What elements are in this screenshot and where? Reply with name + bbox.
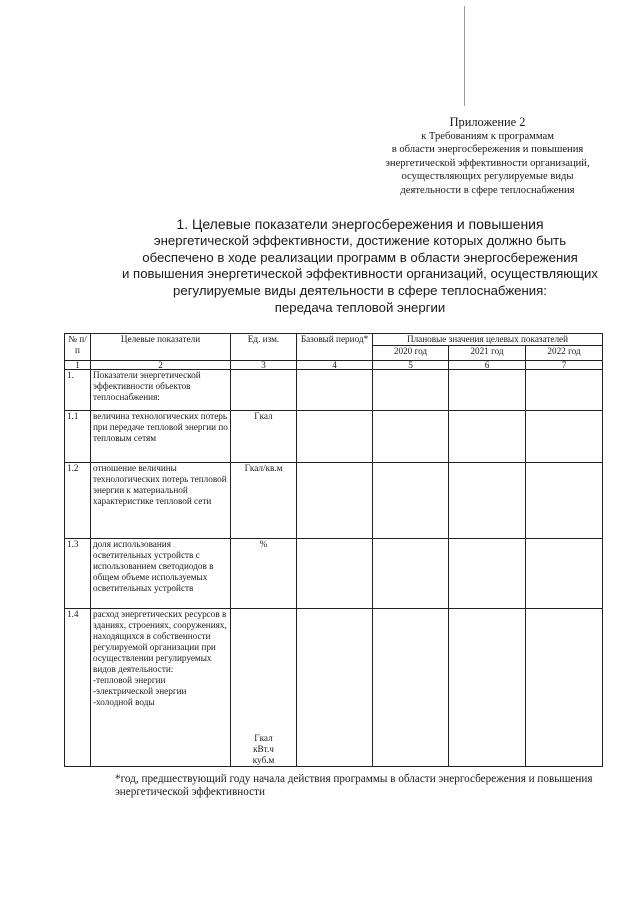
table-row xyxy=(65,463,603,539)
column-number: 6 xyxy=(449,361,526,370)
row-number: 1. xyxy=(65,370,91,411)
header-indicator: Целевые показатели xyxy=(91,334,231,361)
row-year-value xyxy=(449,539,526,609)
table-header-row xyxy=(65,334,603,346)
heading-line: и повышения энергетической эффективности организаций, осуществляющих xyxy=(122,266,598,282)
header-planned-values: Плановые значения целевых показателей xyxy=(373,334,603,346)
table-row xyxy=(65,539,603,609)
row-base-value xyxy=(297,411,373,463)
table-row xyxy=(65,411,603,463)
row-unit-value: Гкал xyxy=(254,733,273,743)
row-indicator: величина технологических потерь при передаче тепловой энергии по тепловым сетям xyxy=(91,411,231,463)
column-number: 2 xyxy=(91,361,231,370)
table-row xyxy=(65,609,603,767)
row-base-value xyxy=(297,539,373,609)
appendix-header xyxy=(345,115,630,197)
heading-line: энергетической эффективности, достижение которых должно быть xyxy=(153,232,567,248)
row-number: 1.3 xyxy=(65,539,91,609)
footnote: *год, предшествующий году начала действия программы в области энергосбережения и повышения энергетической эффективности xyxy=(115,773,593,798)
column-number: 1 xyxy=(65,361,91,370)
header-year: 2021 год xyxy=(449,346,526,361)
header-year: 2022 год xyxy=(526,346,603,361)
row-indicator xyxy=(91,609,231,767)
row-unit-value: кВт.ч xyxy=(253,744,274,754)
row-year-value xyxy=(373,370,449,411)
row-number: 1.2 xyxy=(65,463,91,539)
appendix-line: энергетической эффективности организаций, xyxy=(385,157,590,169)
scan-artifact-line xyxy=(464,6,465,106)
row-indicator-subitem: -тепловой энергии xyxy=(93,675,166,685)
row-year-value xyxy=(373,463,449,539)
row-indicator-subitem: -электрической энергии xyxy=(93,686,187,696)
row-number: 1.4 xyxy=(65,609,91,767)
row-indicator: отношение величины технологических потерь тепловой энергии к материальной характеристике тепловой сети xyxy=(91,463,231,539)
header-year: 2020 год xyxy=(373,346,449,361)
header-unit: Ед. изм. xyxy=(231,334,297,361)
column-number: 3 xyxy=(231,361,297,370)
row-indicator-subitem: -холодной воды xyxy=(93,697,155,707)
appendix-line: деятельности в сфере теплоснабжения xyxy=(400,184,575,196)
row-year-value xyxy=(373,539,449,609)
row-base-value xyxy=(297,609,373,767)
appendix-line: к Требованиям к программам xyxy=(421,131,554,142)
section-heading xyxy=(90,216,630,317)
row-year-value xyxy=(449,411,526,463)
column-number: 5 xyxy=(373,361,449,370)
row-year-value xyxy=(526,370,603,411)
indicators-table xyxy=(64,333,603,767)
row-unit: Гкал xyxy=(231,411,297,463)
row-indicator: доля использования осветительных устройств с использованием светодиодов в общем объеме используемых осветительных устройств xyxy=(91,539,231,609)
row-year-value xyxy=(526,539,603,609)
row-number: 1.1 xyxy=(65,411,91,463)
row-year-value xyxy=(373,411,449,463)
row-unit-value: куб.м xyxy=(252,755,275,765)
row-year-value xyxy=(526,609,603,767)
row-base-value xyxy=(297,370,373,411)
row-year-value xyxy=(449,609,526,767)
column-number: 7 xyxy=(526,361,603,370)
header-num: № п/п xyxy=(65,334,91,361)
row-unit xyxy=(231,370,297,411)
heading-line: регулируемые виды деятельности в сфере теплоснабжения: xyxy=(173,283,547,299)
row-unit: Гкал/кв.м xyxy=(231,463,297,539)
column-number: 4 xyxy=(297,361,373,370)
appendix-line: осуществляющих регулируемые виды xyxy=(401,171,574,183)
row-year-value xyxy=(373,609,449,767)
row-unit xyxy=(231,609,297,767)
row-year-value xyxy=(526,411,603,463)
column-number-row xyxy=(65,361,603,370)
heading-line: 1. Целевые показатели энергосбережения и повышения xyxy=(176,216,544,232)
appendix-line: в области энергосбережения и повышения xyxy=(391,144,584,156)
row-year-value xyxy=(449,463,526,539)
appendix-title: Приложение 2 xyxy=(449,115,526,129)
unit-stack xyxy=(233,609,294,766)
heading-line: передача тепловой энергии xyxy=(274,299,446,315)
header-base-period: Базовый период* xyxy=(297,334,373,361)
row-unit: % xyxy=(231,539,297,609)
row-year-value xyxy=(449,370,526,411)
row-indicator-text: расход энергетических ресурсов в зданиях, строениях, сооружениях, находящихся в собственности регулируемой организации при осуществлении регулируемых видов деятельности: xyxy=(93,609,227,674)
row-year-value xyxy=(526,463,603,539)
table-row xyxy=(65,370,603,411)
heading-line: обеспечено в ходе реализации программ в области энергосбережения xyxy=(142,249,578,265)
row-indicator: Показатели энергетической эффективности объектов теплоснабжения: xyxy=(91,370,231,411)
row-base-value xyxy=(297,463,373,539)
